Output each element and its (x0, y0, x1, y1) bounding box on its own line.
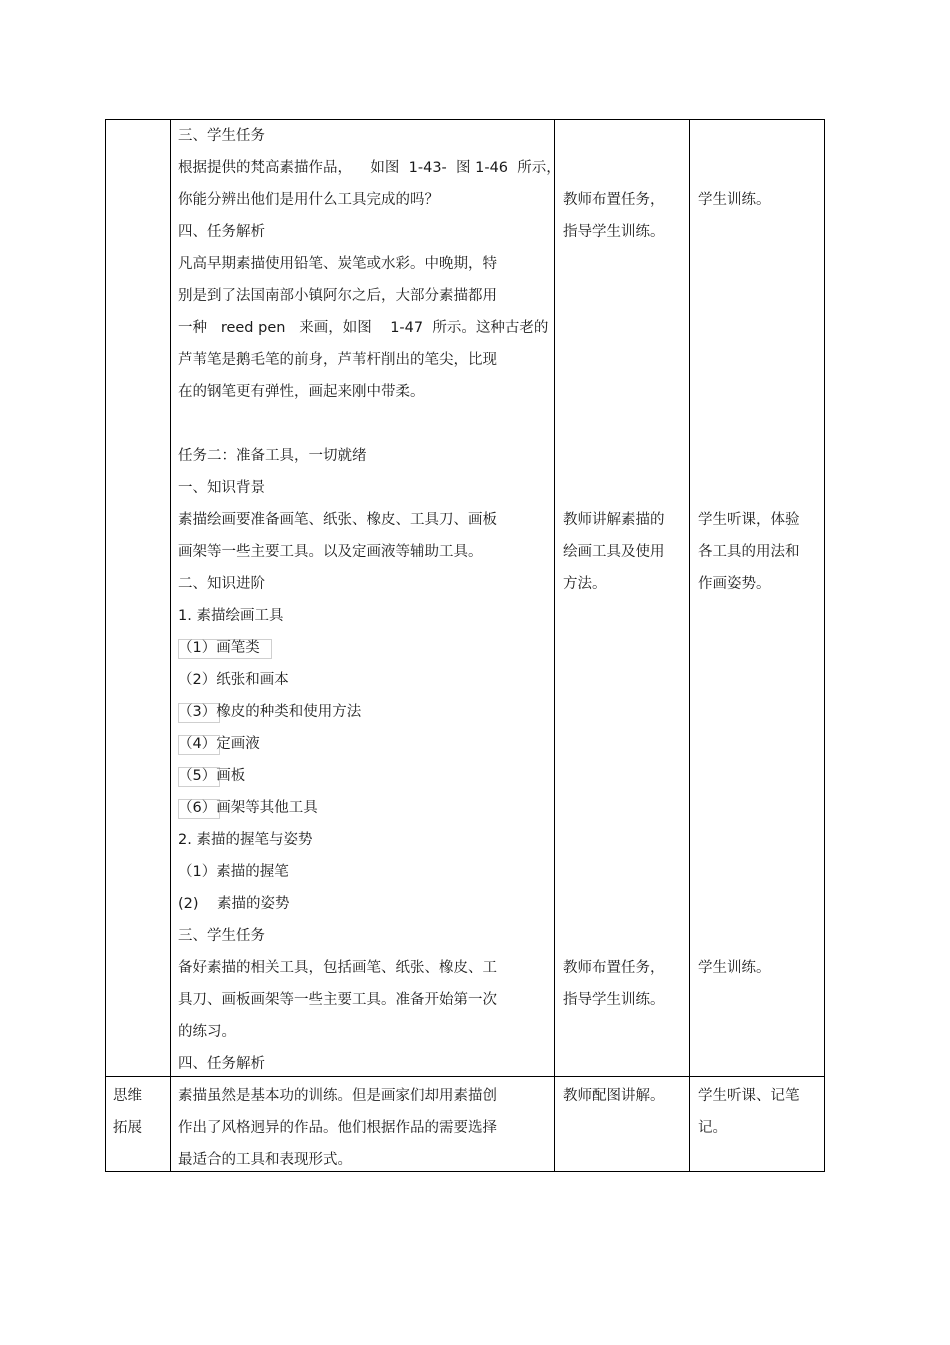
content-line: 四、任务解析 (178, 224, 265, 240)
row-divider (106, 1076, 824, 1077)
content-line: （1）画笔类 (178, 640, 260, 656)
teacher-line: 教师布置任务， (563, 192, 665, 208)
content-line: 三、学生任务 (178, 928, 265, 944)
teacher-line: 绘画工具及使用 (563, 544, 665, 560)
student-line: 记。 (698, 1120, 727, 1136)
student-line: 作画姿势。 (698, 576, 771, 592)
student-line: 学生训练。 (698, 192, 771, 208)
content-line: 具刀、画板画架等一些主要工具。准备开始第一次 (178, 992, 497, 1008)
content-line: 你能分辨出他们是用什么工具完成的吗？ (178, 192, 439, 208)
content-line: （4）定画液 (178, 736, 260, 752)
teacher-line: 指导学生训练。 (563, 224, 665, 240)
content-line: 素描绘画要准备画笔、纸张、橡皮、工具刀、画板 (178, 512, 497, 528)
content-line: 素描虽然是基本功的训练。但是画家们却用素描创 (178, 1088, 497, 1104)
teacher-line: 指导学生训练。 (563, 992, 665, 1008)
content-line: 画架等一些主要工具。以及定画液等辅助工具。 (178, 544, 483, 560)
teacher-line: 方法。 (563, 576, 607, 592)
content-line: 任务二：准备工具，一切就绪 (178, 448, 367, 464)
content-line: 一、知识背景 (178, 480, 265, 496)
content-line: 2. 素描的握笔与姿势 (178, 832, 313, 848)
content-line: （5）画板 (178, 768, 246, 784)
content-line: 三、学生任务 (178, 128, 265, 144)
content-line: 二、知识进阶 (178, 576, 265, 592)
content-line: 别是到了法国南部小镇阿尔之后，大部分素描都用 (178, 288, 497, 304)
student-line: 各工具的用法和 (698, 544, 800, 560)
content-line: 1. 素描绘画工具 (178, 608, 284, 624)
content-line: （2）纸张和画本 (178, 672, 289, 688)
teacher-line: 教师配图讲解。 (563, 1088, 665, 1104)
content-line: （1）素描的握笔 (178, 864, 289, 880)
content-line: (2) 素描的姿势 (178, 896, 290, 912)
student-line: 学生听课、记笔 (698, 1088, 800, 1104)
content-line: （3）橡皮的种类和使用方法 (178, 704, 362, 720)
content-line: 凡高早期素描使用铅笔、炭笔或水彩。中晚期，特 (178, 256, 497, 272)
section-label: 思维 (113, 1088, 142, 1104)
content-line: 最适合的工具和表现形式。 (178, 1152, 352, 1168)
column-divider (689, 120, 690, 1171)
teacher-line: 教师布置任务， (563, 960, 665, 976)
content-line: 根据提供的梵高素描作品， 如图 1-43- 图 1-46 所示， (178, 160, 561, 176)
content-line: 在的钢笔更有弹性，画起来刚中带柔。 (178, 384, 425, 400)
student-line: 学生听课，体验 (698, 512, 800, 528)
content-line: 一种 reed pen 来画，如图 1-47 所示。这种古老的 (178, 320, 549, 336)
content-line: 芦苇笔是鹅毛笔的前身，芦苇杆削出的笔尖，比现 (178, 352, 497, 368)
student-line: 学生训练。 (698, 960, 771, 976)
content-line: 备好素描的相关工具，包括画笔、纸张、橡皮、工 (178, 960, 497, 976)
content-line: （6）画架等其他工具 (178, 800, 318, 816)
column-divider (170, 120, 171, 1171)
column-divider (554, 120, 555, 1171)
content-line: 四、任务解析 (178, 1056, 265, 1072)
section-label: 拓展 (113, 1120, 142, 1136)
content-line: 作出了风格迥异的作品。他们根据作品的需要选择 (178, 1120, 497, 1136)
content-line: 的练习。 (178, 1024, 236, 1040)
teacher-line: 教师讲解素描的 (563, 512, 665, 528)
